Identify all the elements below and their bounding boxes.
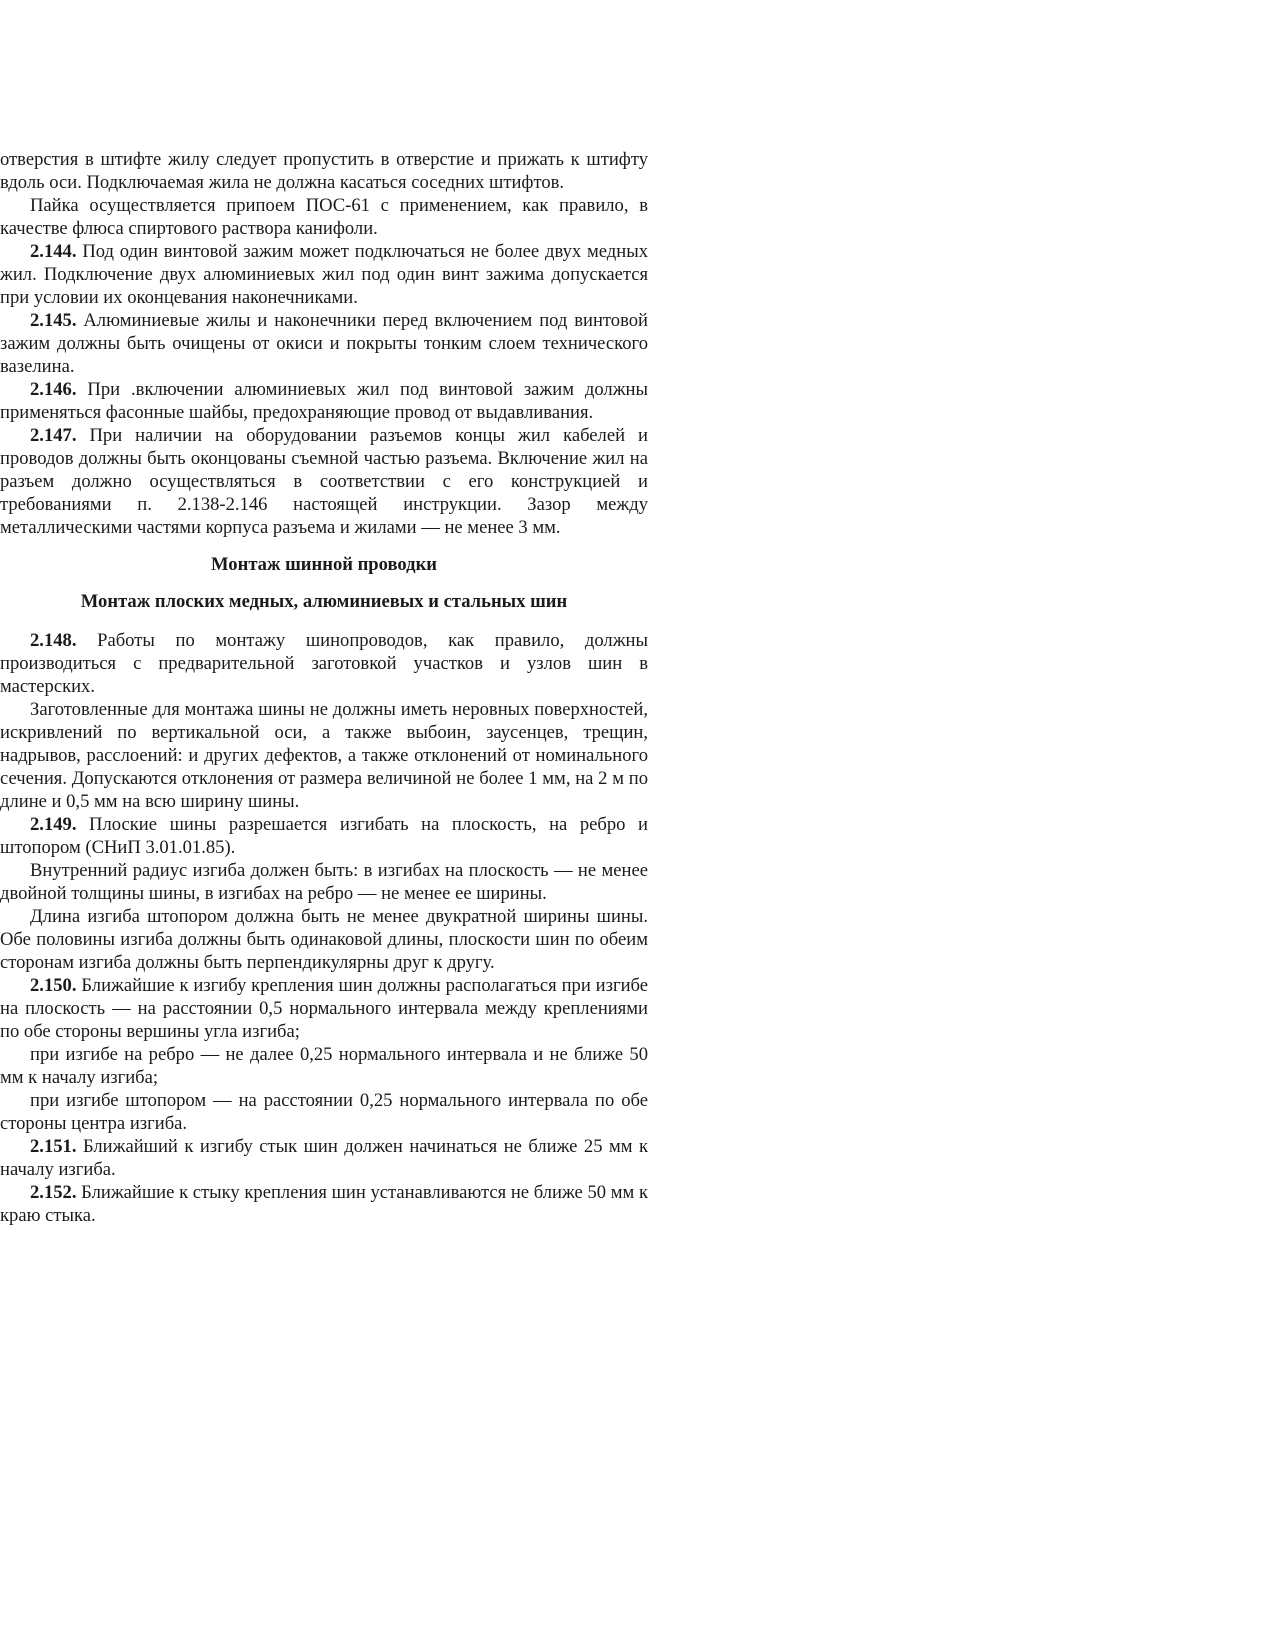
paragraph-2-149 [0, 813, 648, 859]
paragraph-soldering [0, 194, 648, 240]
paragraph-2-152 [0, 1181, 648, 1227]
paragraph-corkscrew-bend [0, 905, 648, 974]
paragraph-text: Ближайшие к стыку крепления шин устанавливаются не ближе 50 мм к краю стыка. [0, 1182, 648, 1226]
paragraph-number: 2.151. [30, 1136, 77, 1157]
paragraph-text: при изгибе штопором — на расстоянии 0,25 нормального интервала по обе стороны центра изгиба. [0, 1090, 648, 1134]
paragraph-number: 2.149. [30, 814, 77, 835]
document-page [0, 148, 648, 1227]
paragraph-text: отверстия в штифте жилу следует пропустить в отверстие и прижать к штифту вдоль оси. Подключаемая жила не должна касаться соседних штифтов. [0, 149, 648, 193]
paragraph-2-145 [0, 309, 648, 378]
paragraph-text: Пайка осуществляется припоем ПОС-61 с применением, как правило, в качестве флюса спиртового раствора канифоли. [0, 195, 648, 239]
paragraph-number: 2.145. [30, 310, 77, 331]
paragraph-number: 2.146. [30, 379, 77, 400]
paragraph-text: Ближайший к изгибу стык шин должен начинаться не ближе 25 мм к началу изгиба. [0, 1136, 648, 1180]
paragraph-2-146 [0, 378, 648, 424]
paragraph-text: Работы по монтажу шинопроводов, как правило, должны производиться с предварительной заготовкой участков и узлов шин в мастерских. [0, 630, 648, 697]
section-heading: Монтаж шинной проводки [211, 554, 437, 575]
paragraph-text: Внутренний радиус изгиба должен быть: в изгибах на плоскость — не менее двойной толщины шины, в изгибах на ребро — не менее ее ширины. [0, 860, 648, 904]
paragraph-text: Заготовленные для монтажа шины не должны иметь неровных поверхностей, искривлений по вертикальной оси, а также выбоин, заусенцев, трещин, надрывов, расслоений: и других дефектов, а также отклонений от номинального сечения. Допускаются отклонения от размера величиной не более 1 мм, на 2 м по длине и 0,5 мм на всю ширину шины. [0, 699, 648, 812]
subsection-heading: Монтаж плоских медных, алюминиевых и стальных шин [80, 591, 568, 612]
paragraph-text: Алюминиевые жилы и наконечники перед включением под винтовой зажим должны быть очищены от окиси и покрыты тонким слоем технического вазелина. [0, 310, 648, 377]
paragraph-text: При наличии на оборудовании разъемов концы жил кабелей и проводов должны быть оконцованы съемной частью разъема. Включение жил на разъем должно осуществляться в соответствии с его конструкцией и требованиями п. 2.138-2.146 настоящей инструкции. Зазор между металлическими частями корпуса разъема и жилами — не менее 3 мм. [0, 425, 648, 538]
paragraph-number: 2.148. [30, 630, 77, 651]
paragraph-text: Ближайшие к изгибу крепления шин должны располагаться при изгибе на плоскость — на расстоянии 0,5 нормального интервала между креплениями по обе стороны вершины угла изгиба; [0, 975, 648, 1042]
paragraph-text: При .включении алюминиевых жил под винтовой зажим должны применяться фасонные шайбы, предохраняющие провод от выдавливания. [0, 379, 648, 423]
paragraph-number: 2.150. [30, 975, 77, 996]
paragraph-number: 2.152. [30, 1182, 77, 1203]
paragraph-2-151 [0, 1135, 648, 1181]
paragraph-2-150 [0, 974, 648, 1043]
paragraph-bend-radius [0, 859, 648, 905]
paragraph-text: Под один винтовой зажим может подключаться не более двух медных жил. Подключение двух алюминиевых жил под один винт зажима допускается при условии их оконцевания наконечниками. [0, 241, 648, 308]
paragraph-continuation [0, 148, 648, 194]
paragraph-number: 2.144. [30, 241, 77, 262]
paragraph-edge-bend [0, 1043, 648, 1089]
paragraph-number: 2.147. [30, 425, 77, 446]
paragraph-2-148 [0, 629, 648, 698]
paragraph-corkscrew-distance [0, 1089, 648, 1135]
paragraph-2-147 [0, 424, 648, 539]
paragraph-text: Плоские шины разрешается изгибать на плоскость, на ребро и штопором (СНиП 3.01.01.85). [0, 814, 648, 858]
paragraph-defects [0, 698, 648, 813]
paragraph-2-144 [0, 240, 648, 309]
paragraph-text: при изгибе на ребро — не далее 0,25 нормального интервала и не ближе 50 мм к началу изгиба; [0, 1044, 648, 1088]
paragraph-text: Длина изгиба штопором должна быть не менее двукратной ширины шины. Обе половины изгиба должны быть одинаковой длины, плоскости шин по обеим сторонам изгиба должны быть перпендикулярны друг к другу. [0, 906, 648, 973]
